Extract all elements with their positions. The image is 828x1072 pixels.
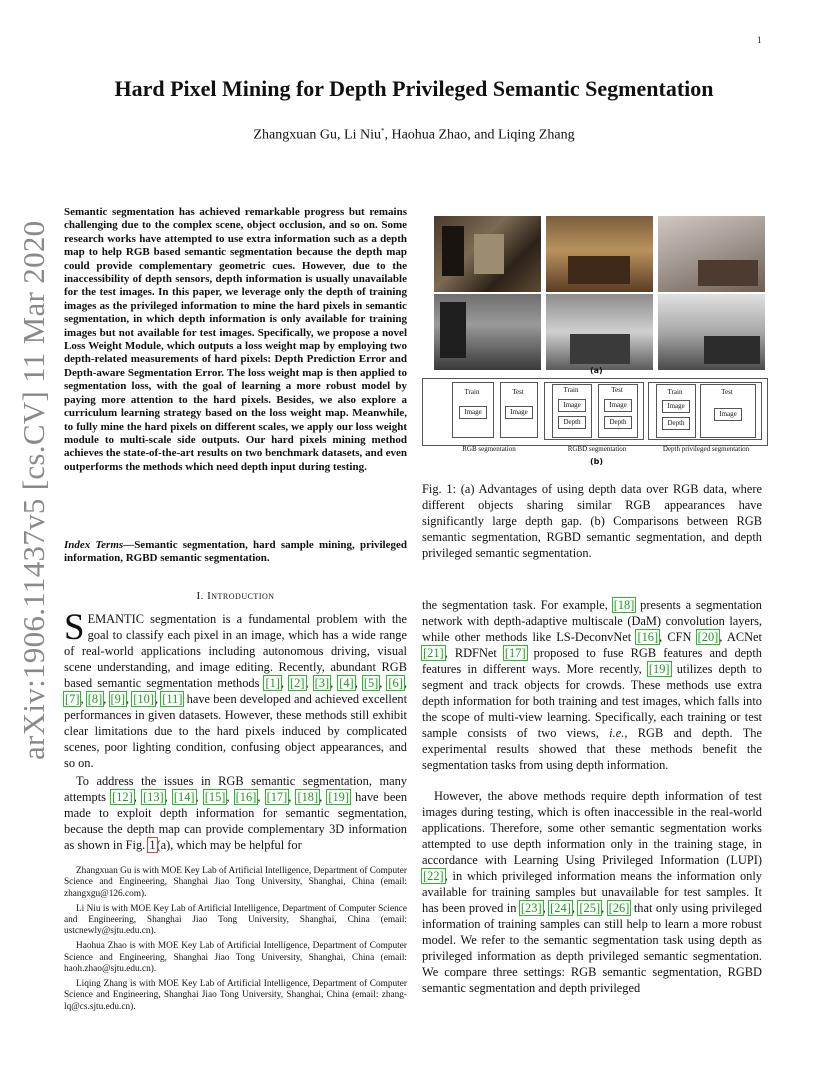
rgbd-train-label: Train <box>563 386 579 394</box>
rgb-test-label: Test <box>512 388 524 396</box>
privileged-train-depth: Depth <box>662 417 690 430</box>
photo-3-bed <box>698 260 758 286</box>
citation-link[interactable]: [17] <box>266 790 288 804</box>
citation-link[interactable]: [14] <box>173 790 195 804</box>
rp1-text-6: proposed to fuse RGB features and depth features in different ways. More recently, <box>422 646 762 676</box>
rp1-text-3: , CFN <box>659 630 697 644</box>
citation-link[interactable]: [4] <box>339 676 354 690</box>
index-terms-label: Index Terms <box>64 539 124 551</box>
index-terms <box>64 539 407 566</box>
intro-p2-tail: (a), which may be helpful for <box>156 838 302 852</box>
depth-map-3 <box>658 294 765 370</box>
figure-ref-link[interactable]: 1 <box>149 838 156 852</box>
rgb-photo-1 <box>434 216 541 292</box>
rp1-text-2: presents a segmentation network with depth-adaptive multiscale (DaM) convolution layers, while other methods like LS-DeconvNet <box>422 598 762 644</box>
rp1-text-7: utilizes depth to segment and track objects for crowds. These methods use extra depth information for both training and test images, which falls into the scope of multi-view learning. Specifically, each training or test sample consists of two views, <box>422 662 762 740</box>
citation-link[interactable]: [22] <box>423 869 444 883</box>
citation-link[interactable]: [2] <box>290 676 305 690</box>
citation-link[interactable]: [3] <box>314 676 330 690</box>
intro-p1-lead: EMANTIC segmentation is a fundamental problem with the goal to classify each pixel in an image, which has a wide range of real-world applications including autonomous driving, visual scene understanding, and image editing. Recently, abundant RGB based semantic segmentation methods <box>64 612 407 690</box>
citation-link[interactable]: [18] <box>613 598 635 612</box>
rgb-photo-3 <box>658 216 765 292</box>
citation-link[interactable]: [6] <box>388 676 403 690</box>
citation-link[interactable]: [13] <box>143 790 164 804</box>
privileged-test-image: Image <box>714 408 742 421</box>
citation-link[interactable]: [18] <box>297 790 319 804</box>
citation-link[interactable]: [16] <box>235 790 257 804</box>
citation-link[interactable]: [9] <box>110 692 125 706</box>
depth-1-shape <box>440 302 466 358</box>
rp1-text-5: , RDFNet <box>444 646 504 660</box>
citation-link[interactable]: [23] <box>520 901 542 915</box>
citation-link[interactable]: [26] <box>608 901 630 915</box>
intro-paragraph-1 <box>64 607 408 771</box>
intro-p2-cites: [12], [13], [14], [15], [16], [17], [18], [19] <box>112 790 349 804</box>
photo-1-window <box>474 234 504 274</box>
authors-rest: , Haohua Zhao, and Liqing Zhang <box>384 127 575 143</box>
citation-link[interactable]: [19] <box>328 790 349 804</box>
photo-1-furniture <box>442 226 464 276</box>
footnote-2: Li Niu is with MOE Key Lab of Artificial Intelligence, Department of Computer Science and Engineering, Shanghai Jiao Tong University, Shanghai, China (email: ustcnewly@sjtu.edu.cn). <box>64 903 407 937</box>
rgbd-test-label: Test <box>611 386 623 394</box>
privileged-train-image: Image <box>662 400 690 413</box>
rgbd-train-depth: Depth <box>558 416 586 429</box>
citation-link[interactable]: [16] <box>637 630 659 644</box>
depth-map-1 <box>434 294 541 370</box>
intro-p2-mid: have been made to exploit depth information for semantic segmentation, because the depth map can provide complementary 3D information as shown in Fig. <box>64 790 408 852</box>
right-paragraph-1 <box>422 597 762 773</box>
footnote-3: Haohua Zhao is with MOE Key Lab of Artificial Intelligence, Department of Computer Science and Engineering, Shanghai Jiao Tong University, Shanghai, China (email: haoh.zhao@sjtu.edu.cn). <box>64 941 407 975</box>
page-number: 1 <box>757 35 762 45</box>
footnote-1: Zhangxuan Gu is with MOE Key Lab of Artificial Intelligence, Department of Computer Science and Engineering, Shanghai Jiao Tong University, Shanghai, China (email: zhangxgu@126.com). <box>64 866 407 899</box>
depth-3-shape <box>704 336 760 364</box>
citation-link[interactable]: [25] <box>579 901 601 915</box>
citation-link[interactable]: [15] <box>204 790 226 804</box>
paper-title: Hard Pixel Mining for Depth Privileged Semantic Segmentation <box>114 76 714 101</box>
intro-paragraph-2 <box>64 773 407 853</box>
rp2-text-3: that only using privileged information of training samples can still help to learn a more robust model. We refer to the semantic segmentation task using depth as privileged information as depth privileged semantic segmentation. We compare three settings: RGB semantic segmentation, RGBD semantic segmentation and depth privileged <box>422 901 762 995</box>
rp2-text-2: , in which privileged information means the information only available for training samples but unavailable for test samples. It has been proved in <box>422 869 762 915</box>
subfigure-label-a: (a) <box>590 366 603 375</box>
citation-link[interactable]: [12] <box>112 790 133 804</box>
corresponding-mark: * <box>380 127 385 135</box>
citation-link[interactable]: [10] <box>133 692 154 706</box>
rgb-group-name: RGB segmentation <box>462 445 516 453</box>
rgbd-group-name: RGBD segmentation <box>567 445 627 453</box>
footnote-4: Liqing Zhang is with MOE Key Lab of Artificial Intelligence, Department of Computer Science and Engineering, Shanghai Jiao Tong University, Shanghai, China (email: zhang-lq@cs.sjtu.edu.cn). <box>64 978 407 1012</box>
section-heading-text: I. Introduction <box>196 590 275 602</box>
dropcap-letter: S <box>64 607 85 648</box>
citation-link[interactable]: [17] <box>504 646 526 660</box>
intro-p2-lead: To address the issues in RGB semantic segmentation, many attempts <box>64 774 407 804</box>
rp1-text-4: , ACNet <box>719 630 762 644</box>
citation-link[interactable]: [5] <box>363 676 379 690</box>
rgb-train-image: Image <box>459 406 487 419</box>
authors-first: Zhangxuan Gu, Li Niu <box>253 127 381 143</box>
rgb-test-image: Image <box>505 406 533 419</box>
privileged-group-name: Depth privileged segmentation <box>662 445 750 453</box>
rgbd-train-image: Image <box>558 399 586 412</box>
citation-link[interactable]: [11] <box>162 692 183 706</box>
citation-link[interactable]: [20] <box>697 630 719 644</box>
citation-link[interactable]: [24] <box>550 901 571 915</box>
depth-map-2 <box>546 294 653 370</box>
rgb-train-label: Train <box>464 388 480 396</box>
rgbd-test-depth: Depth <box>604 416 632 429</box>
section-heading <box>64 590 407 602</box>
rgbd-test-image: Image <box>604 399 632 412</box>
intro-p1-tail: have been developed and achieved excellent performances in given datasets. However, these methods still exhibit clear limitations due to the hard pixels induced by complicated scenes, poor lighting condition, confusing object appearances, and so on. <box>64 692 408 770</box>
rp1-ie: i.e. <box>609 726 625 740</box>
citation-link[interactable]: [19] <box>648 662 670 676</box>
citation-link[interactable]: [1] <box>265 676 280 690</box>
depth-2-shape <box>570 334 630 364</box>
photo-2-bed <box>568 256 630 284</box>
rgb-photo-2 <box>546 216 653 292</box>
intro-p1-cites: [1], [2], [3], [4], [5], [6], [7], [8], [9], [10], [11] <box>65 676 407 706</box>
right-paragraph-2 <box>422 788 762 996</box>
rp1-text-8: , RGB and depth. The experimental results showed that these methods benefit the segmentation tasks from using depth information. <box>422 726 762 772</box>
figure-caption: Fig. 1: (a) Advantages of using depth data over RGB data, where different objects sharing similar RGB appearances have significantly large depth gap. (b) Comparisons between RGB semantic segmentation, RGBD semantic segmentation, and depth privileged semantic segmentation. <box>422 482 762 560</box>
arxiv-identifier: arXiv:1906.11437v5 [cs.CV] 11 Mar 2020 <box>16 220 51 760</box>
author-footnotes <box>64 866 407 1016</box>
citation-link[interactable]: [7] <box>65 692 80 706</box>
subfigure-label-b: (b) <box>590 457 604 466</box>
privileged-train-label: Train <box>667 388 683 396</box>
rp1-text-1: the segmentation task. For example, <box>422 598 613 612</box>
citation-link[interactable]: [8] <box>87 692 103 706</box>
rp2-text-1: However, the above methods require depth information of test images during testing, which is often inaccessible in the real-world applications. Therefore, some other semantic segmentation works attempted to use depth information only in the training stage, in accordance with Learning Using Privileged Information (LUPI) <box>422 789 762 867</box>
abstract: Semantic segmentation has achieved remarkable progress but remains challenging due to the complex scene, object occlusion, and so on. Some research works have attempted to use extra information such as a depth map to help RGB based semantic segmentation because the depth map could provide complementary geometric cues. However, due to the inaccessibility of depth sensors, depth information is usually unavailable for the test images. In this paper, we leverage only the depth of training images as the privileged information to mine the hard pixels in semantic segmentation, in which depth information is only available for training images but not available for test images. Specifically, we propose a novel Loss Weight Module, which outputs a loss weight map by employing two depth-related measurements of hard pixels: Depth Prediction Error and Depth-aware Segmentation Error. The loss weight map is then applied to segmentation loss, with the goal of learning a more robust model by paying more attention to the hard pixels. Besides, we also explore a curriculum learning strategy based on the loss weight map. Meanwhile, to fully mine the hard pixels on different scales, we apply our loss weight module to multi-scale side outputs. Our hard pixels mining method achieves the state-of-the-art results on two benchmark datasets, and even outperforms the methods which need depth input during testing. <box>64 206 407 473</box>
privileged-test-label: Test <box>721 388 733 396</box>
citation-link[interactable]: [21] <box>423 646 444 660</box>
author-list <box>0 127 828 144</box>
rp2-cites: [23], [24], [25], [26] <box>520 901 630 915</box>
index-terms-text: —Semantic segmentation, hard sample mining, privileged information, RGBD semantic segmentation. <box>64 539 407 565</box>
figure-1 <box>422 208 766 473</box>
